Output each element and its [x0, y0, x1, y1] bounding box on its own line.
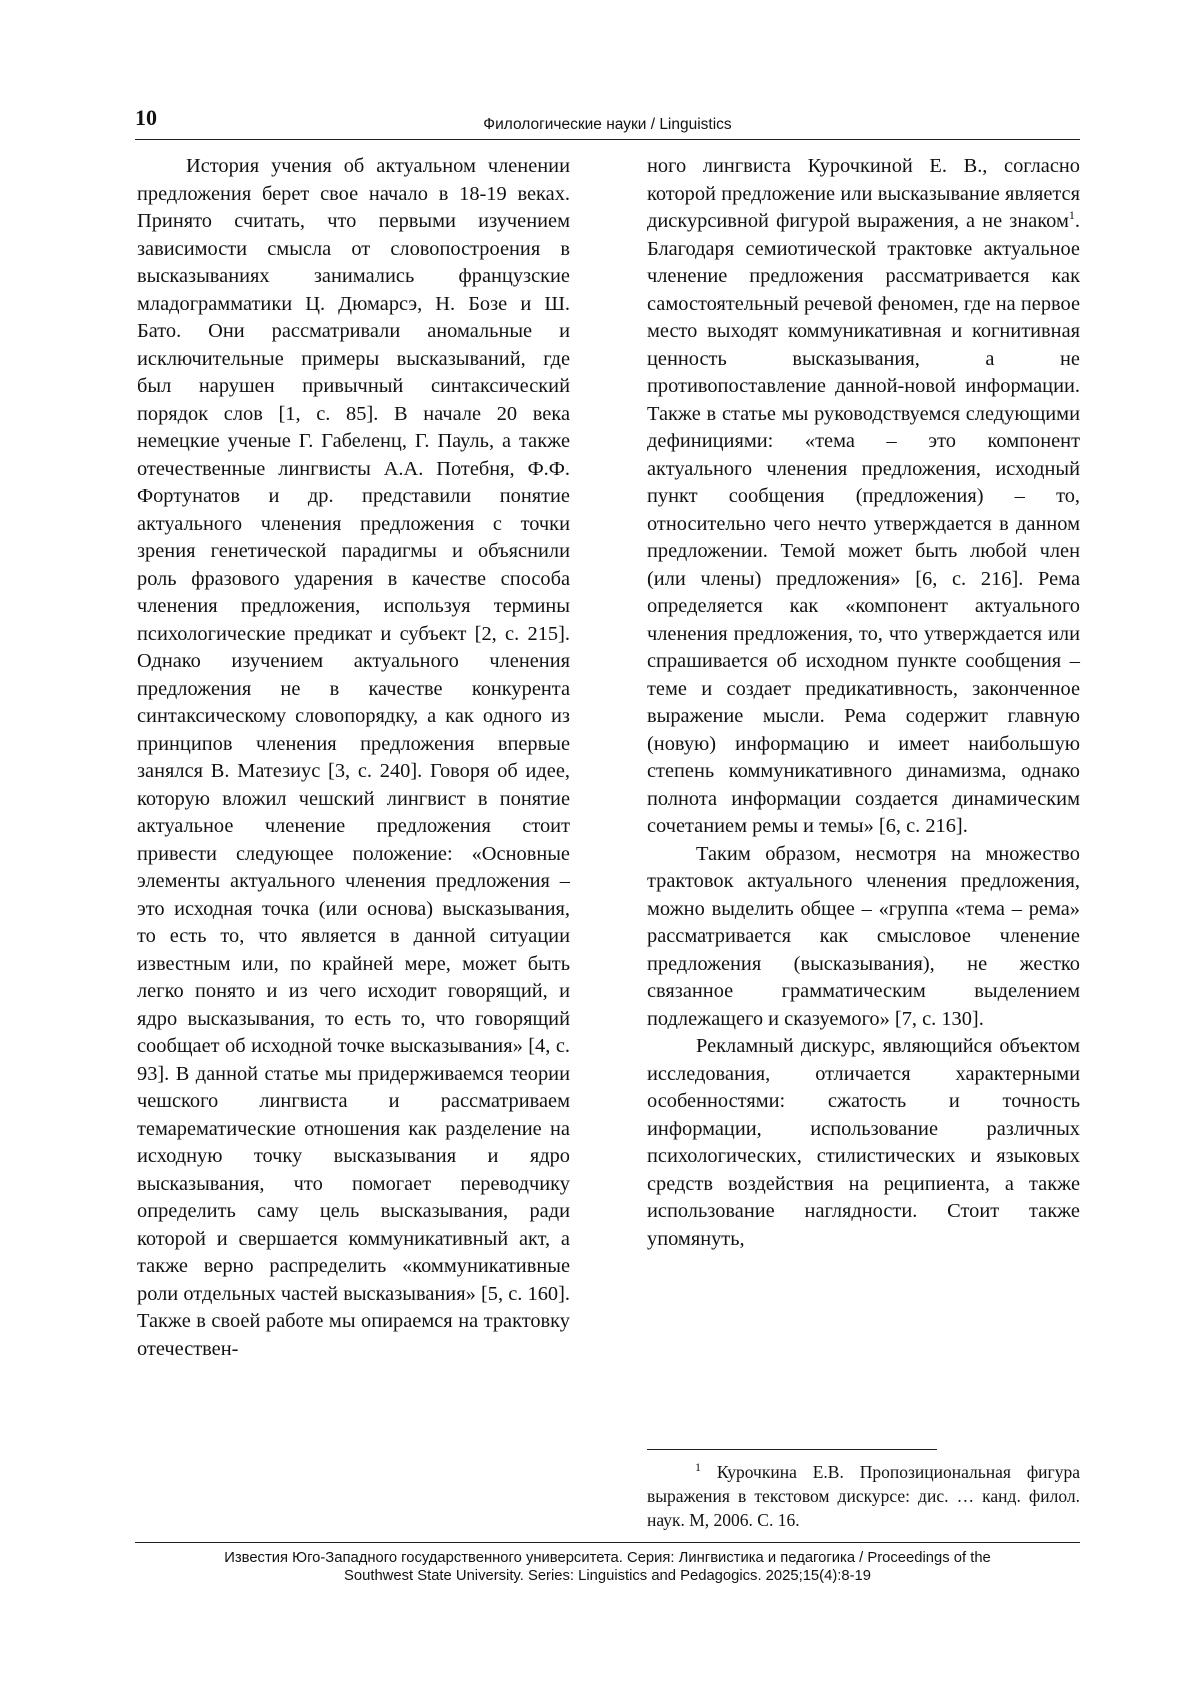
page-header — [135, 105, 1080, 140]
footer-line-1: Известия Юго-Западного государственного университета. Серия: Лингвистика и педагогика / Proceedings of the — [224, 1550, 991, 1566]
footer-line-2: Southwest State University. Series: Linguistics and Pedagogics. 2025;15(4):8-19 — [344, 1568, 871, 1584]
footnote-text: Курочкина Е.В. Пропозициональная фигура выражения в текстовом дискурсе: дис. … канд. филол. наук. М, 2006. С. 16. — [647, 1462, 1080, 1530]
right-paragraph-1-start: ного лингвиста Курочкиной Е. В., согласно которой предложение или высказывание является дискурсивной фигурой выражения, а не знаком — [647, 155, 1080, 232]
page-footer — [135, 1542, 1080, 1585]
page-number: 10 — [135, 105, 157, 130]
right-paragraph-1-rest: . Благодаря семиотической трактовке актуальное членение предложения рассматривается как самостоятельный речевой феномен, где на первое место выходят коммуникативная и когнитивная ценность высказывания, а не противопоставление данной-новой информации. Также в статье мы руководствуемся следующими дефинициями: «тема – это компонент актуального членения предложения, исходный пункт сообщения (предложения) – то, относительно чего нечто утверждается в данном предложении. Темой может быть любой член (или члены) предложения» [6, с. 216]. Рема определяется как «компонент актуального членения предложения, то, что утверждается или спрашивается об исходном пункте сообщения – теме и создает предикативность, законченное выражение мысли. Рема содержит главную (новую) информацию и имеет наибольшую степень коммуникативного динамизма, однако полнота информации создается динамическим сочетанием ремы и темы» [6, с. 216]. — [647, 210, 1080, 837]
footnote — [647, 1460, 1080, 1532]
right-paragraph-1 — [647, 153, 1080, 841]
left-paragraph-1: История учения об актуальном членении предложения берет свое начало в 18-19 веках. Принято считать, что первыми изучением зависимости смысла от словопостроения в высказываниях занимались французские младограмматики Ц. Дюмарсэ, Н. Бозе и Ш. Бато. Они рассматривали аномальные и исключительные примеры высказываний, где был нарушен привычный синтаксический порядок слов [1, с. 85]. В начале 20 века немецкие ученые Г. Габеленц, Г. Пауль, а также отечественные лингвисты А.А. Потебня, Ф.Ф. Фортунатов и др. представили понятие актуального членения предложения с точки зрения генетической парадигмы и объяснили роль фразового ударения в качестве способа членения предложения, используя термины психологические предикат и субъект [2, с. 215]. Однако изучением актуального членения предложения не в качестве конкурента синтаксическому словопорядку, а как одного из принципов членения предложения впервые занялся В. Матезиус [3, с. 240]. Говоря об идее, которую вложил чешский лингвист в понятие актуальное членение предложения стоит привести следующее положение: «Основные элементы актуального членения предложения – это исходная точка (или основа) высказывания, то есть то, что является в данной ситуации известным или, по крайней мере, может быть легко понято и из чего исходит говорящий, и ядро высказывания, то есть то, что говорящий сообщает об исходной точке высказывания» [4, с. 93]. В данной статье мы придерживаемся теории чешского лингвиста и рассматриваем темарематические отношения как разделение на исходную точку высказывания и ядро высказывания, что помогает переводчику определить саму цель высказывания, ради которой и свершается коммуникативный акт, а также верно распределить «коммуникативные роли отдельных частей высказывания» [5, с. 160]. Также в своей работе мы опираемся на трактовку отечествен- — [137, 155, 570, 1360]
footnote-mark: 1 — [695, 1460, 701, 1475]
running-title: Филологические науки / Linguistics — [483, 116, 732, 133]
right-column — [647, 153, 1080, 1253]
left-column — [137, 153, 570, 1363]
right-paragraph-3: Рекламный дискурс, являющийся объектом исследования, отличается характерными особенностями: сжатость и точность информации, использование различных психологических, стилистических и языковых средств воздействия на реципиента, а также использование наглядности. Стоит также упомянуть, — [647, 1035, 1080, 1250]
footnote-reference[interactable]: 1 — [1068, 208, 1075, 223]
right-paragraph-2: Таким образом, несмотря на множество трактовок актуального членения предложения, можно выделить общее – «группа «тема – рема» рассматривается как смысловое членение предложения (высказывания), не жестко связанное грамматическим выделением подлежащего и сказуемого» [7, с. 130]. — [647, 842, 1080, 1030]
footnote-separator — [647, 1449, 937, 1450]
